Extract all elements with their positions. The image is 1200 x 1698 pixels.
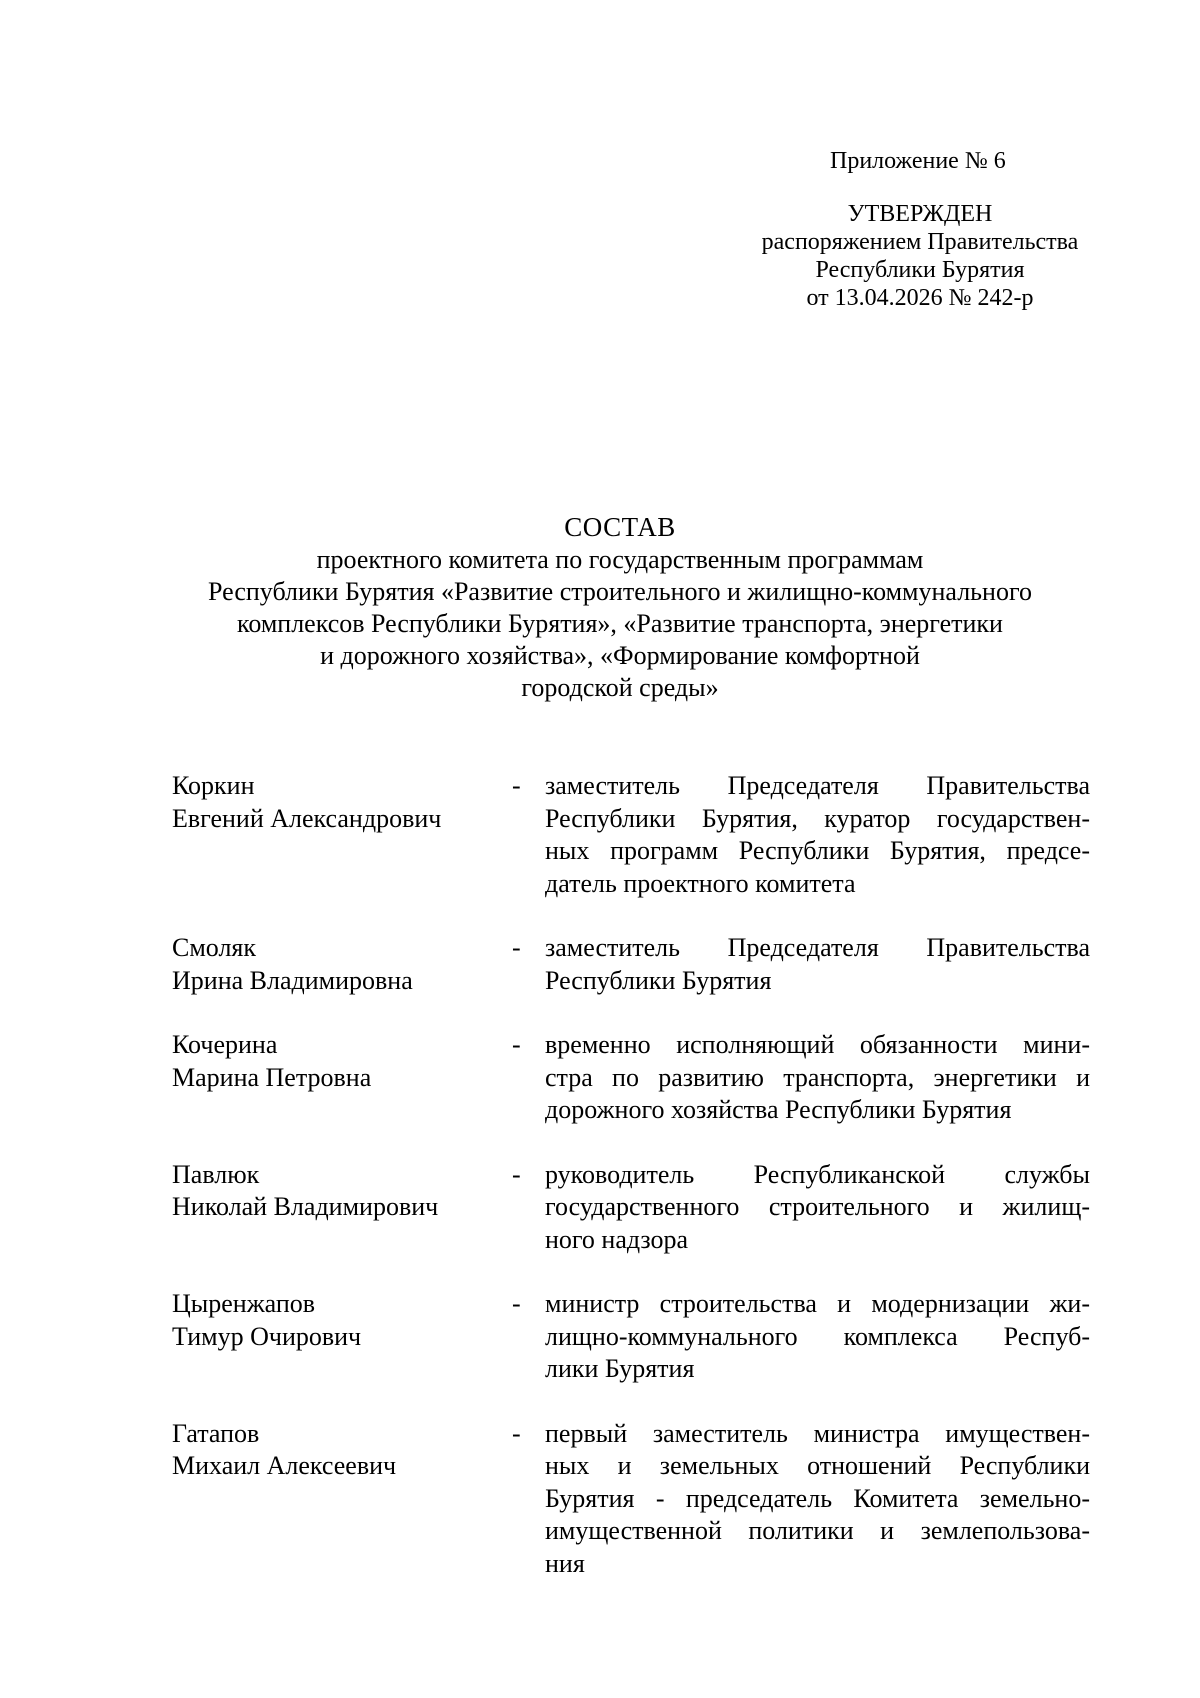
role-line: временно исполняющий обязанности мини-: [545, 1030, 1090, 1059]
role-line: ния: [545, 1548, 585, 1578]
member-name: [172, 1029, 492, 1094]
role-line: стра по развитию транспорта, энергетики и: [545, 1062, 1090, 1092]
role-line: Республики Бурятия, куратор государствен-: [545, 803, 1090, 833]
member-row: [172, 770, 1088, 900]
member-name: [172, 1288, 492, 1353]
subtitle-line: городской среды»: [521, 673, 719, 702]
member-row: [172, 1029, 1088, 1127]
role-line: руководитель Республиканской службы: [545, 1159, 1090, 1189]
member-row: [172, 1418, 1088, 1581]
dash-separator: -: [512, 771, 521, 800]
member-name: [172, 1159, 492, 1224]
member-given-names: Тимур Очирович: [172, 1321, 362, 1351]
member-given-names: Михаил Алексеевич: [172, 1451, 397, 1480]
role-line: государственного строительного и жилищ-: [545, 1192, 1090, 1221]
role-line: имущественной политики и землепользова-: [545, 1516, 1090, 1545]
member-given-names: Евгений Александрович: [172, 803, 442, 833]
role-line: Бурятия - председатель Комитета земельно-: [545, 1483, 1090, 1513]
member-surname: Гатапов: [172, 1418, 260, 1448]
member-row: [172, 1288, 1088, 1386]
member-role: [545, 1159, 1090, 1257]
page-title: СОСТАВ: [564, 512, 676, 542]
member-role: [545, 1288, 1090, 1386]
dash-separator: -: [512, 1418, 521, 1448]
document-title-block: [130, 510, 1110, 704]
role-line: дорожного хозяйства Республики Бурятия: [545, 1095, 1012, 1124]
member-name: [172, 932, 492, 997]
subtitle-line: проектного комитета по государственным программам: [316, 545, 924, 574]
member-surname: Цыренжапов: [172, 1289, 316, 1318]
role-line: ных и земельных отношений Республики: [545, 1451, 1090, 1480]
member-name: [172, 1418, 492, 1483]
committee-member-list: [172, 770, 1088, 1580]
member-given-names: Николай Владимирович: [172, 1192, 439, 1221]
member-given-names: Ирина Владимировна: [172, 965, 413, 995]
member-row: [172, 932, 1088, 997]
subtitle-line: комплексов Республики Бурятия», «Развитие транспорта, энергетики: [237, 609, 1003, 638]
role-line: ных программ Республики Бурятия, предсе-: [545, 836, 1090, 865]
role-line: лики Бурятия: [545, 1354, 695, 1383]
approval-line: Республики Бурятия: [815, 257, 1025, 283]
role-line: заместитель Председателя Правительства: [545, 933, 1090, 962]
approval-date-number: от 13.04.2026 № 242-р: [806, 285, 1034, 311]
member-surname: Павлюк: [172, 1159, 260, 1189]
approval-stamp: [720, 200, 1120, 312]
subtitle-line: Республики Бурятия «Развитие строительного и жилищно-коммунального: [208, 577, 1032, 606]
role-line: министр строительства и модернизации жи-: [545, 1289, 1090, 1318]
role-line: заместитель Председателя Правительства: [545, 771, 1090, 800]
member-role: [545, 1029, 1090, 1127]
member-surname: Кочерина: [172, 1030, 278, 1059]
role-line: Республики Бурятия: [545, 965, 772, 995]
member-name: [172, 770, 492, 835]
member-row: [172, 1159, 1088, 1257]
member-surname: Коркин: [172, 771, 255, 800]
document-subtitle: [130, 544, 1110, 704]
dash-separator: -: [512, 1030, 521, 1059]
role-line: ного надзора: [545, 1224, 689, 1254]
role-line: первый заместитель министра имуществен-: [545, 1418, 1090, 1448]
subtitle-line: и дорожного хозяйства», «Формирование комфортной: [320, 641, 920, 670]
appendix-number: Приложение № 6: [830, 148, 1006, 174]
approval-status: УТВЕРЖДЕН: [847, 201, 993, 227]
member-given-names: Марина Петровна: [172, 1062, 372, 1092]
approval-line: распоряжением Правительства: [761, 229, 1079, 255]
member-surname: Смоляк: [172, 933, 257, 962]
role-line: датель проектного комитета: [545, 868, 856, 898]
member-role: [545, 1418, 1090, 1581]
dash-separator: -: [512, 1289, 521, 1318]
dash-separator: -: [512, 1159, 521, 1189]
dash-separator: -: [512, 933, 521, 962]
member-role: [545, 770, 1090, 900]
role-line: лищно-коммунального комплекса Респуб-: [545, 1321, 1090, 1351]
member-role: [545, 932, 1090, 997]
